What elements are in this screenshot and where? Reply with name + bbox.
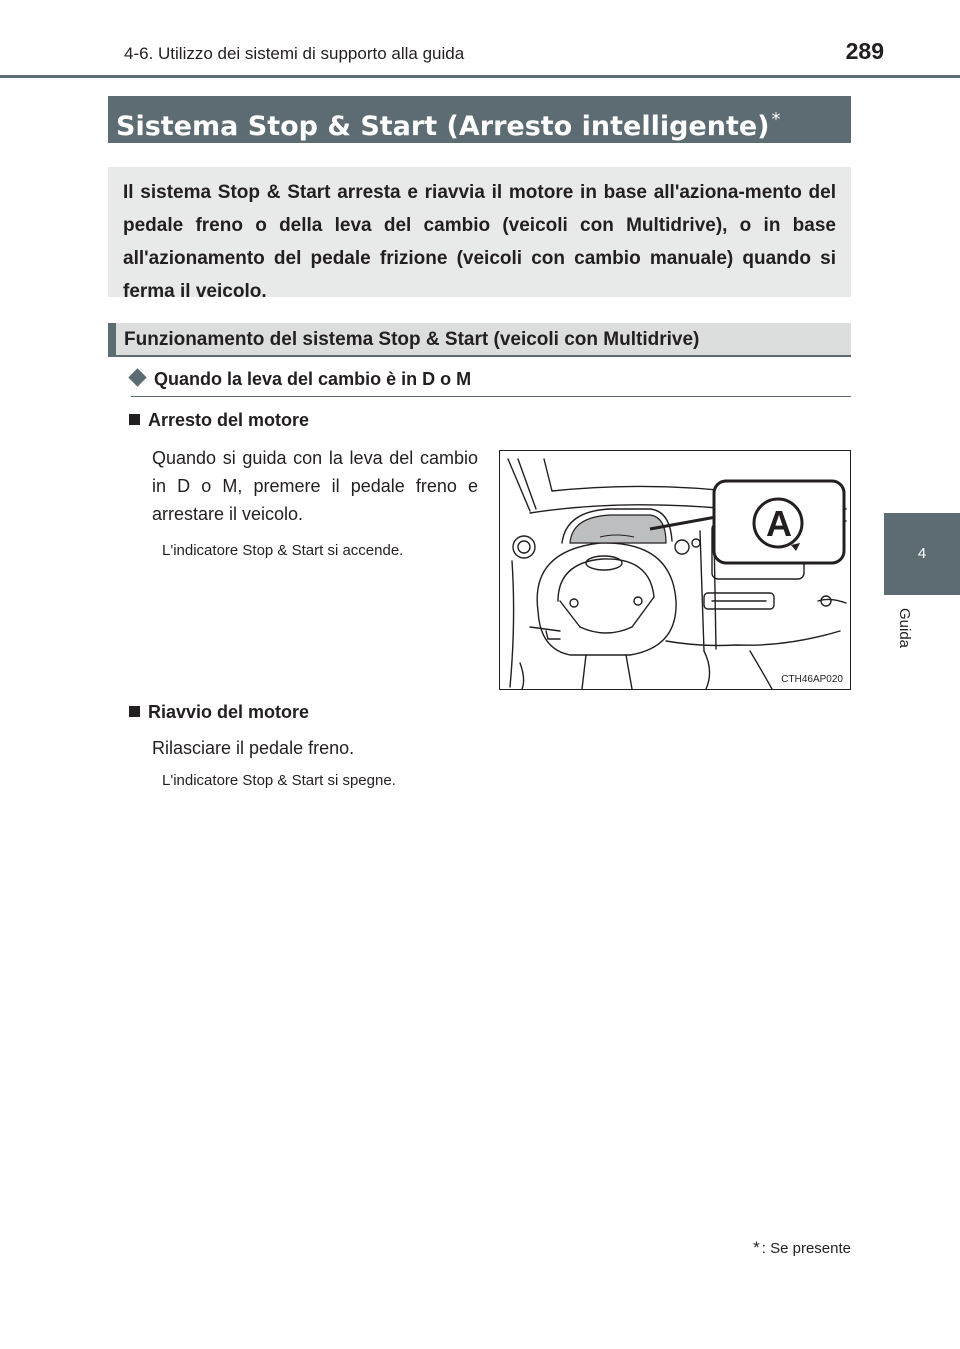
section-heading-rule — [108, 355, 851, 357]
figure-code: CTH46AP020 — [781, 674, 843, 685]
item-body-engine-restart: Rilasciare il pedale freno. — [152, 738, 355, 758]
dashboard-illustration — [499, 450, 851, 690]
intro-box: Il sistema Stop & Start arresta e riavvia il motore in base all'aziona-mento del pedale freno o della leva del cambio (veicoli con Multidrive), o in base all'azionamento del pedale frizione (veicoli con cambio manuale) quando si ferma il veicolo. — [108, 167, 851, 297]
item-heading-engine-stop — [129, 408, 309, 432]
dashboard-drawing — [500, 451, 850, 689]
subheading — [131, 366, 471, 392]
subheading-text: Quando la leva del cambio è in D o M — [154, 369, 472, 389]
running-header-section: 4-6. Utilizzo dei sistemi di supporto alla guida — [124, 44, 465, 63]
page-number: 289 — [845, 38, 884, 64]
page-title-text: Sistema Stop & Start (Arresto intelligente) — [116, 111, 770, 142]
item-heading-text: Arresto del motore — [148, 410, 310, 430]
item-note-engine-restart: L'indicatore Stop & Start si spegne. — [162, 772, 396, 789]
item-heading-engine-restart — [129, 700, 309, 724]
callout-symbol: A — [766, 503, 792, 544]
optional-equipment-marker: * — [771, 109, 781, 130]
asterisk-icon: * — [753, 1238, 760, 1257]
subheading-rule — [131, 396, 851, 397]
footnote-text: : Se presente — [761, 1240, 851, 1257]
page-title — [108, 96, 851, 143]
footnote — [753, 1238, 851, 1258]
square-bullet-icon — [129, 706, 140, 717]
section-heading: Funzionamento del sistema Stop & Start (veicoli con Multidrive) — [108, 323, 851, 355]
square-bullet-icon — [129, 414, 140, 425]
item-heading-text: Riavvio del motore — [148, 702, 310, 722]
header-rule — [0, 75, 960, 78]
chapter-tab: 4 — [884, 513, 960, 595]
item-body-engine-stop: Quando si guida con la leva del cambio in D o M, premere il pedale freno e arrestare il veicolo. — [152, 448, 478, 524]
diamond-bullet-icon — [128, 368, 146, 386]
item-note-engine-stop: L'indicatore Stop & Start si accende. — [162, 542, 404, 559]
chapter-name: Guida — [896, 608, 913, 649]
